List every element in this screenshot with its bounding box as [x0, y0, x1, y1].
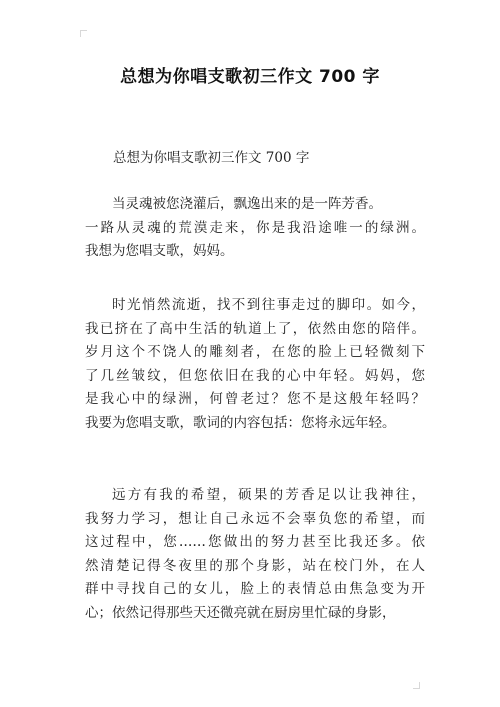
paragraph-line: 我想为您唱支歌，妈妈。 — [85, 243, 234, 259]
paragraph-line: 心；依然记得那些天还微亮就在厨房里忙碌的身影， — [85, 604, 396, 621]
paragraph-line: 时光悄然流逝，找不到往事走过的脚印。如今， — [112, 297, 425, 313]
paragraph-line: 一路从灵魂的荒漠走来，你是我沿途唯一的绿洲。 — [85, 219, 425, 236]
paragraph-2 — [85, 294, 425, 435]
paragraph-line: 然清楚记得冬夜里的那个身影，站在校门外，在人 — [85, 557, 425, 574]
paragraph-line: 远方有我的希望，硕果的芳香足以让我神往， — [112, 487, 425, 503]
paragraph-line: 岁月这个不饶人的雕刻者，在您的脸上已轻微刻下 — [85, 344, 425, 360]
paragraph-line: 当灵魂被您浇灌后，飘逸出来的是一阵芳香。 — [112, 196, 382, 212]
paragraph-3 — [85, 484, 425, 625]
document-title: 总想为你唱支歌初三作文 700 字 — [120, 67, 380, 87]
paragraph-line: 是我心中的绿洲，何曾老过？您不是这般年轻吗？ — [85, 391, 425, 407]
paragraph-line: 群中寻找自己的女儿，脸上的表情总由焦急变为开 — [85, 581, 425, 597]
paragraph-1 — [85, 193, 425, 264]
paragraph-line: 了几丝皱纹，但您依旧在我的心中年轻。妈妈，您 — [85, 367, 425, 384]
page-corner-mark — [413, 682, 420, 689]
paragraph-line: 我要为您唱支歌，歌词的内容包括：您将永远年轻。 — [85, 414, 396, 431]
page-corner-mark — [80, 30, 87, 37]
paragraph-line: 我已挤在了高中生活的轨道上了，依然由您的陪伴。 — [85, 320, 425, 337]
document-subtitle: 总想为你唱支歌初三作文 700 字 — [113, 150, 310, 166]
paragraph-line: 这过程中，您……您做出的努力甚至比我还多。依 — [85, 534, 425, 550]
paragraph-line: 我努力学习，想让自己永远不会辜负您的希望，而 — [85, 510, 425, 527]
